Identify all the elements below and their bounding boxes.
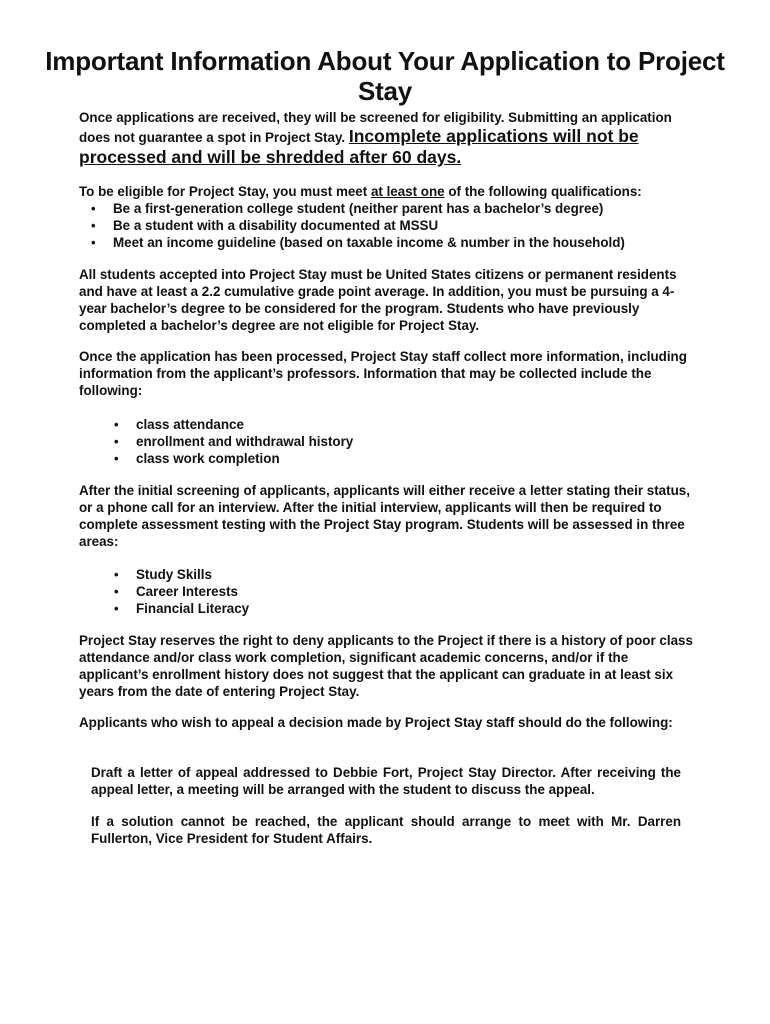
eligibility-lead-underlined: at least one <box>370 184 445 199</box>
list-item <box>114 566 249 583</box>
eligibility-list <box>91 200 625 251</box>
appeal-step-1: Draft a letter of appeal addressed to Debbie Fort, Project Stay Director. After receiving the appeal letter, a meeting will be arranged with the student to discuss the appeal. <box>91 765 681 797</box>
bullet-icon: • <box>91 235 96 250</box>
bullet-icon: • <box>114 451 119 466</box>
list-item-text: Be a first-generation college student (neither parent has a bachelor’s degree) <box>113 201 604 216</box>
bullet-icon: • <box>91 201 96 216</box>
page-title: Important Information About Your Application to Project Stay <box>45 46 725 106</box>
eligibility-lead <box>79 183 699 200</box>
reserve-paragraph: Project Stay reserves the right to deny applicants to the Project if there is a history of poor class attendance and/or class work completion, significant academic concerns, and/or if the applicant’s enrollment history does not suggest that the applicant can graduate in at least six years from the date of entering Project Stay. <box>79 633 693 699</box>
appeal-paragraph: Applicants who wish to appeal a decision made by Project Stay staff should do the following: <box>79 715 673 730</box>
eligibility-lead-text: To be eligible for Project Stay, you must meet <box>79 184 371 199</box>
list-item <box>114 600 250 617</box>
processing-paragraph: Once the application has been processed, Project Stay staff collect more information, including information from the applicant’s professors. Information that may be collected include the following: <box>79 349 687 398</box>
list-item <box>114 450 353 467</box>
bullet-icon: • <box>114 417 119 432</box>
bullet-icon: • <box>114 601 119 616</box>
screening-paragraph: After the initial screening of applicants, applicants will either receive a letter stating their status, or a phone call for an interview. After the initial interview, applicants will then be required to complete assessment testing with the Project Stay program. Students will be assessed in three areas: <box>79 483 690 549</box>
citizenship-paragraph: All students accepted into Project Stay must be United States citizens or permanent residents and have at least a 2.2 cumulative grade point average. In addition, you must be pursuing a 4-year bachelor’s degree to be considered for the program. Students who have previously completed a bachelor’s degree are not eligible for Project Stay. <box>79 267 677 333</box>
bullet-icon: • <box>91 218 96 233</box>
bullet-icon: • <box>114 567 119 582</box>
intro-paragraph <box>79 109 694 168</box>
eligibility-lead-tail: of the following qualifications: <box>444 184 642 199</box>
list-item-text: class work completion <box>136 451 280 466</box>
list-item-text: Be a student with a disability documented at MSSU <box>113 218 439 233</box>
bullet-icon: • <box>114 584 119 599</box>
bullet-icon: • <box>114 434 119 449</box>
list-item-text: Career Interests <box>136 584 238 599</box>
list-item-text: Meet an income guideline (based on taxable income & number in the household) <box>113 235 625 250</box>
assessment-list <box>114 566 250 617</box>
list-item <box>91 200 625 217</box>
list-item <box>91 217 625 234</box>
appeal-step-2: If a solution cannot be reached, the applicant should arrange to meet with Mr. Darren Fullerton, Vice President for Student Affairs. <box>91 814 681 846</box>
list-item <box>91 234 625 251</box>
list-item <box>114 583 249 600</box>
intro-emphasis: Incomplete applications will not be processed and will be shredded after 60 days. <box>79 126 639 167</box>
list-item-text: Study Skills <box>136 567 212 582</box>
list-item <box>114 416 353 433</box>
list-item-text: class attendance <box>136 417 244 432</box>
intro-text: Once applications are received, they will be screened for eligibility. Submitting an application does not guarantee a spot in Project Stay. <box>79 110 672 145</box>
collected-info-list <box>114 416 354 467</box>
list-item <box>114 433 354 450</box>
list-item-text: enrollment and withdrawal history <box>136 434 354 449</box>
list-item-text: Financial Literacy <box>136 601 250 616</box>
